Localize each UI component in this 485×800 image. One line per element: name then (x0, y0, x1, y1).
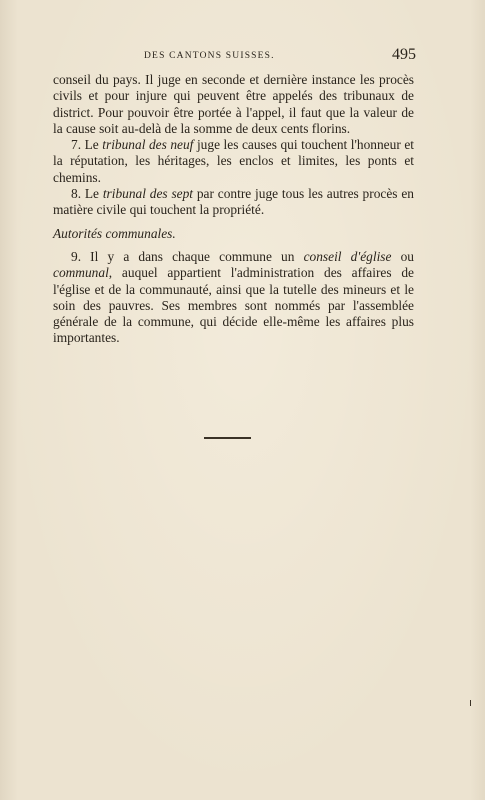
paragraph-continuation: conseil du pays. Il juge en seconde et dernière instance les procès civils et pour injure qui peuvent être appelés des tribunaux de district. Pour pouvoir être portée à l'appel, il faut que la valeur de la cause soit au-delà de la somme de deux cents florins. (53, 72, 414, 136)
paragraph-9-text: , auquel appartient l'administration des affaires de l'église et de la communauté, ainsi que la tutelle des mineurs et le soin des pauvres. Ses membres sont nommés par l'assemblée générale de la commune, qui décide elle-même les affaires plus importantes. (53, 265, 414, 346)
paragraph-8-text: par contre juge tous les autres procès en matière civile qui touchent la propriété. (53, 186, 414, 218)
paragraph-9-number: 9. Il y a dans chaque commune un (71, 248, 304, 264)
closing-rule (204, 437, 251, 439)
paragraph-9 (53, 249, 414, 347)
paragraph-9-conjunction: ou (391, 248, 414, 264)
paragraph-7 (53, 137, 414, 186)
paragraph-8 (53, 186, 414, 219)
tribunal-des-sept: tribunal des sept (102, 186, 194, 202)
paragraph-7-text: juge les causes qui touchent l'honneur et la réputation, les héritages, les enclos et limites, les ponts et chemins. (53, 137, 414, 185)
paragraph-8-number: 8. Le (71, 186, 103, 202)
body-text (53, 72, 414, 347)
page-number: 495 (392, 46, 416, 63)
communal: communal (53, 265, 109, 281)
tribunal-des-neuf: tribunal des neuf (102, 137, 194, 153)
section-heading: Autorités communales. (53, 225, 176, 241)
conseil-d-eglise: conseil d'église (303, 248, 392, 264)
running-head: DES CANTONS SUISSES. (144, 51, 275, 61)
margin-mark (470, 700, 471, 706)
paragraph-7-number: 7. Le (71, 137, 103, 153)
